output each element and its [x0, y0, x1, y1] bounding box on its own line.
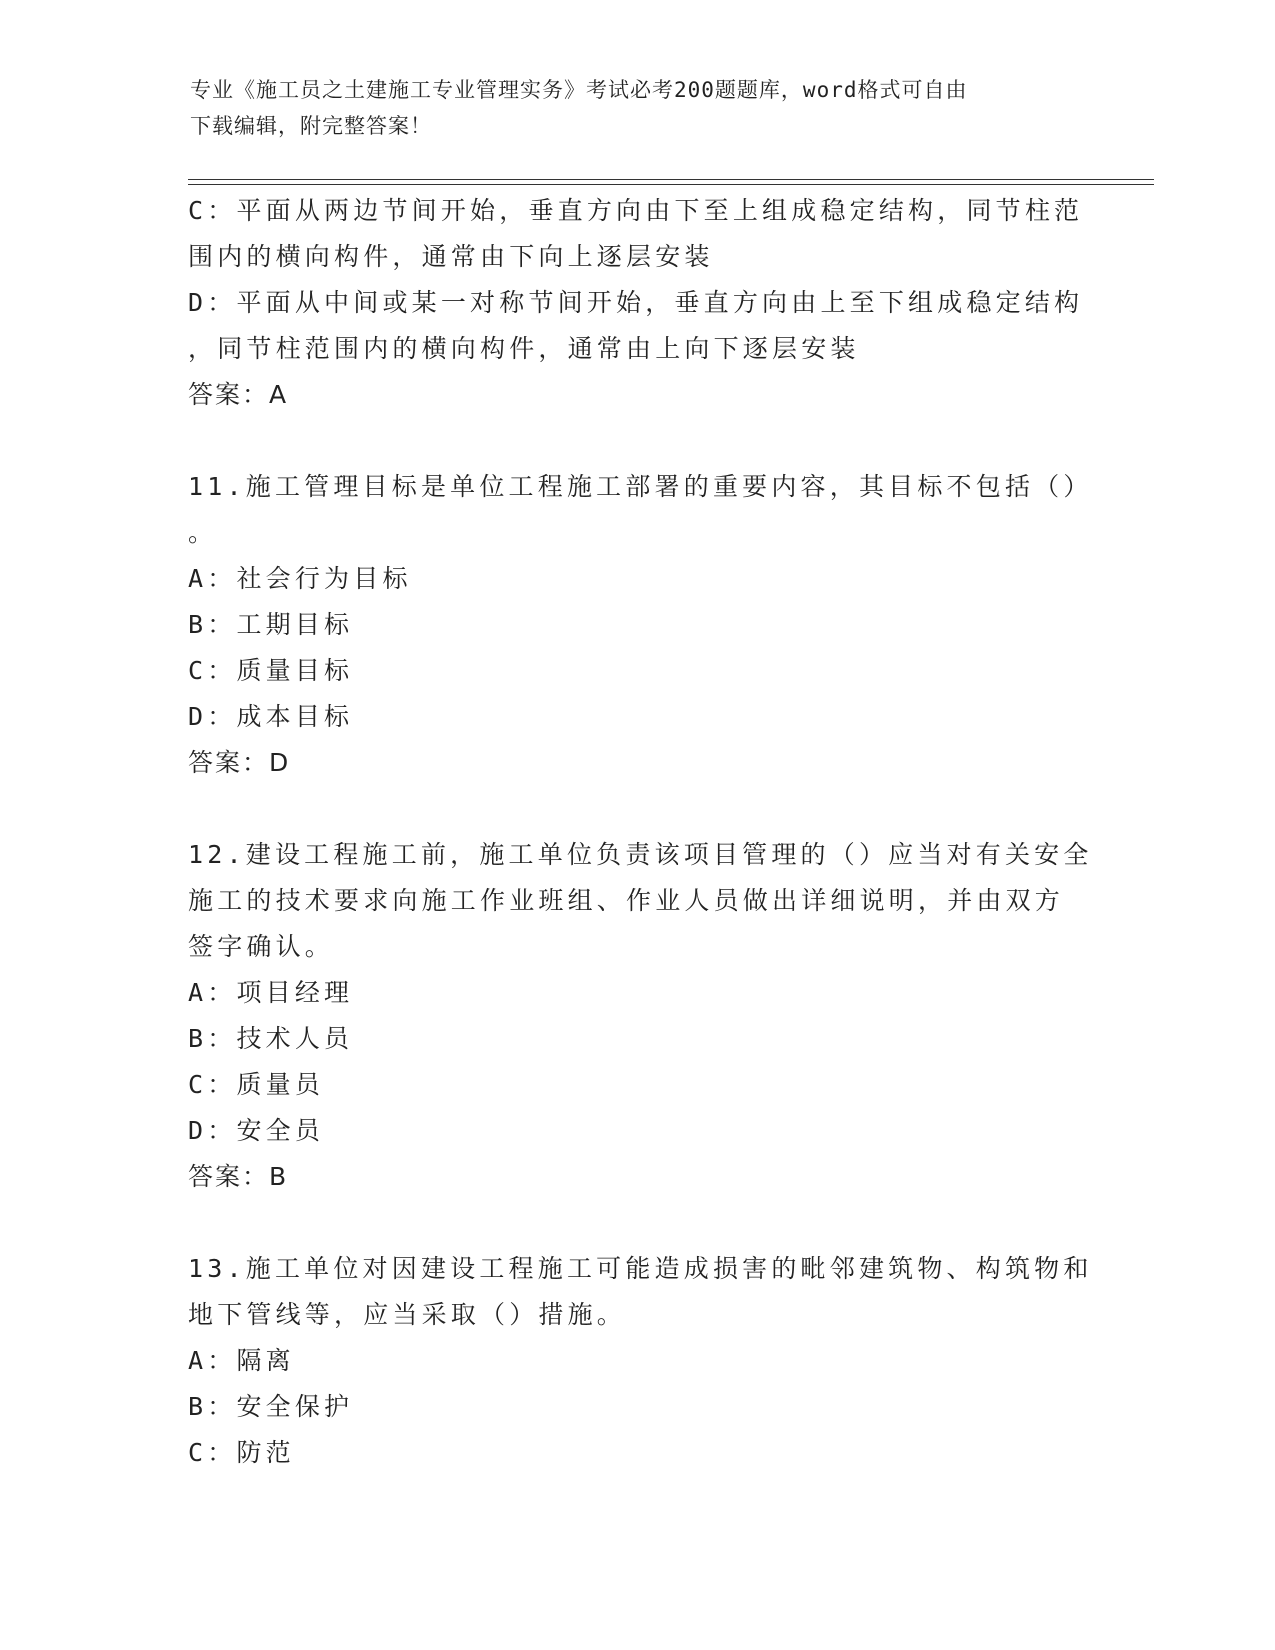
q11-option-b: B：工期目标: [188, 610, 354, 639]
q11-option-a: A：社会行为目标: [188, 564, 412, 593]
q10-option-c-line-1: C：平面从两边节间开始，垂直方向由下至上组成稳定结构，同节柱范: [188, 196, 1084, 225]
document-body: [188, 188, 1093, 1476]
question-13: [188, 1246, 1093, 1476]
spacer: [188, 418, 1088, 464]
header-line-1: 专业《施工员之土建施工专业管理实务》考试必考200题题库，word格式可自由: [190, 78, 968, 102]
q12-option-c: C：质量员: [188, 1070, 325, 1099]
spacer: [188, 1200, 1088, 1246]
q12-stem-line-3: 签字确认。: [188, 932, 335, 961]
q11-stem-line-2: 。: [188, 518, 218, 547]
q10-option-c-line-2: 围内的横向构件，通常由下向上逐层安装: [188, 242, 714, 271]
q12-stem-line-2: 施工的技术要求向施工作业班组、作业人员做出详细说明，并由双方: [188, 886, 1065, 915]
header-rule-bottom: [188, 184, 1154, 185]
q10-option-d-line-2: ，同节柱范围内的横向构件，通常由上向下逐层安装: [188, 334, 860, 363]
question-12: [188, 832, 1093, 1200]
q11-option-c: C：质量目标: [188, 656, 354, 685]
q10-option-d-line-1: D：平面从中间或某一对称节间开始，垂直方向由上至下组成稳定结构: [188, 288, 1084, 317]
q12-stem-line-1: 12.建设工程施工前，施工单位负责该项目管理的（）应当对有关安全: [188, 840, 1093, 869]
q12-option-b: B：技术人员: [188, 1024, 354, 1053]
spacer: [188, 786, 1088, 832]
q12-answer: 答案：B: [188, 1162, 289, 1191]
q13-stem-line-2: 地下管线等，应当采取（）措施。: [188, 1300, 627, 1329]
question-10-continued: [188, 188, 1088, 418]
q13-stem-line-1: 13.施工单位对因建设工程施工可能造成损害的毗邻建筑物、构筑物和: [188, 1254, 1093, 1283]
q12-option-d: D：安全员: [188, 1116, 325, 1145]
q13-option-a: A：隔离: [188, 1346, 295, 1375]
question-11: [188, 464, 1093, 786]
q11-option-d: D：成本目标: [188, 702, 354, 731]
q13-option-b: B：安全保护: [188, 1392, 354, 1421]
q12-option-a: A：项目经理: [188, 978, 354, 1007]
q10-answer: 答案：A: [188, 380, 289, 409]
page-header: [190, 72, 1090, 144]
header-rule-top: [188, 179, 1154, 180]
header-line-2: 下载编辑，附完整答案！: [190, 114, 432, 138]
q11-answer: 答案：D: [188, 748, 291, 777]
q13-option-c: C：防范: [188, 1438, 295, 1467]
q11-stem-line-1: 11.施工管理目标是单位工程施工部署的重要内容，其目标不包括（）: [188, 472, 1093, 501]
